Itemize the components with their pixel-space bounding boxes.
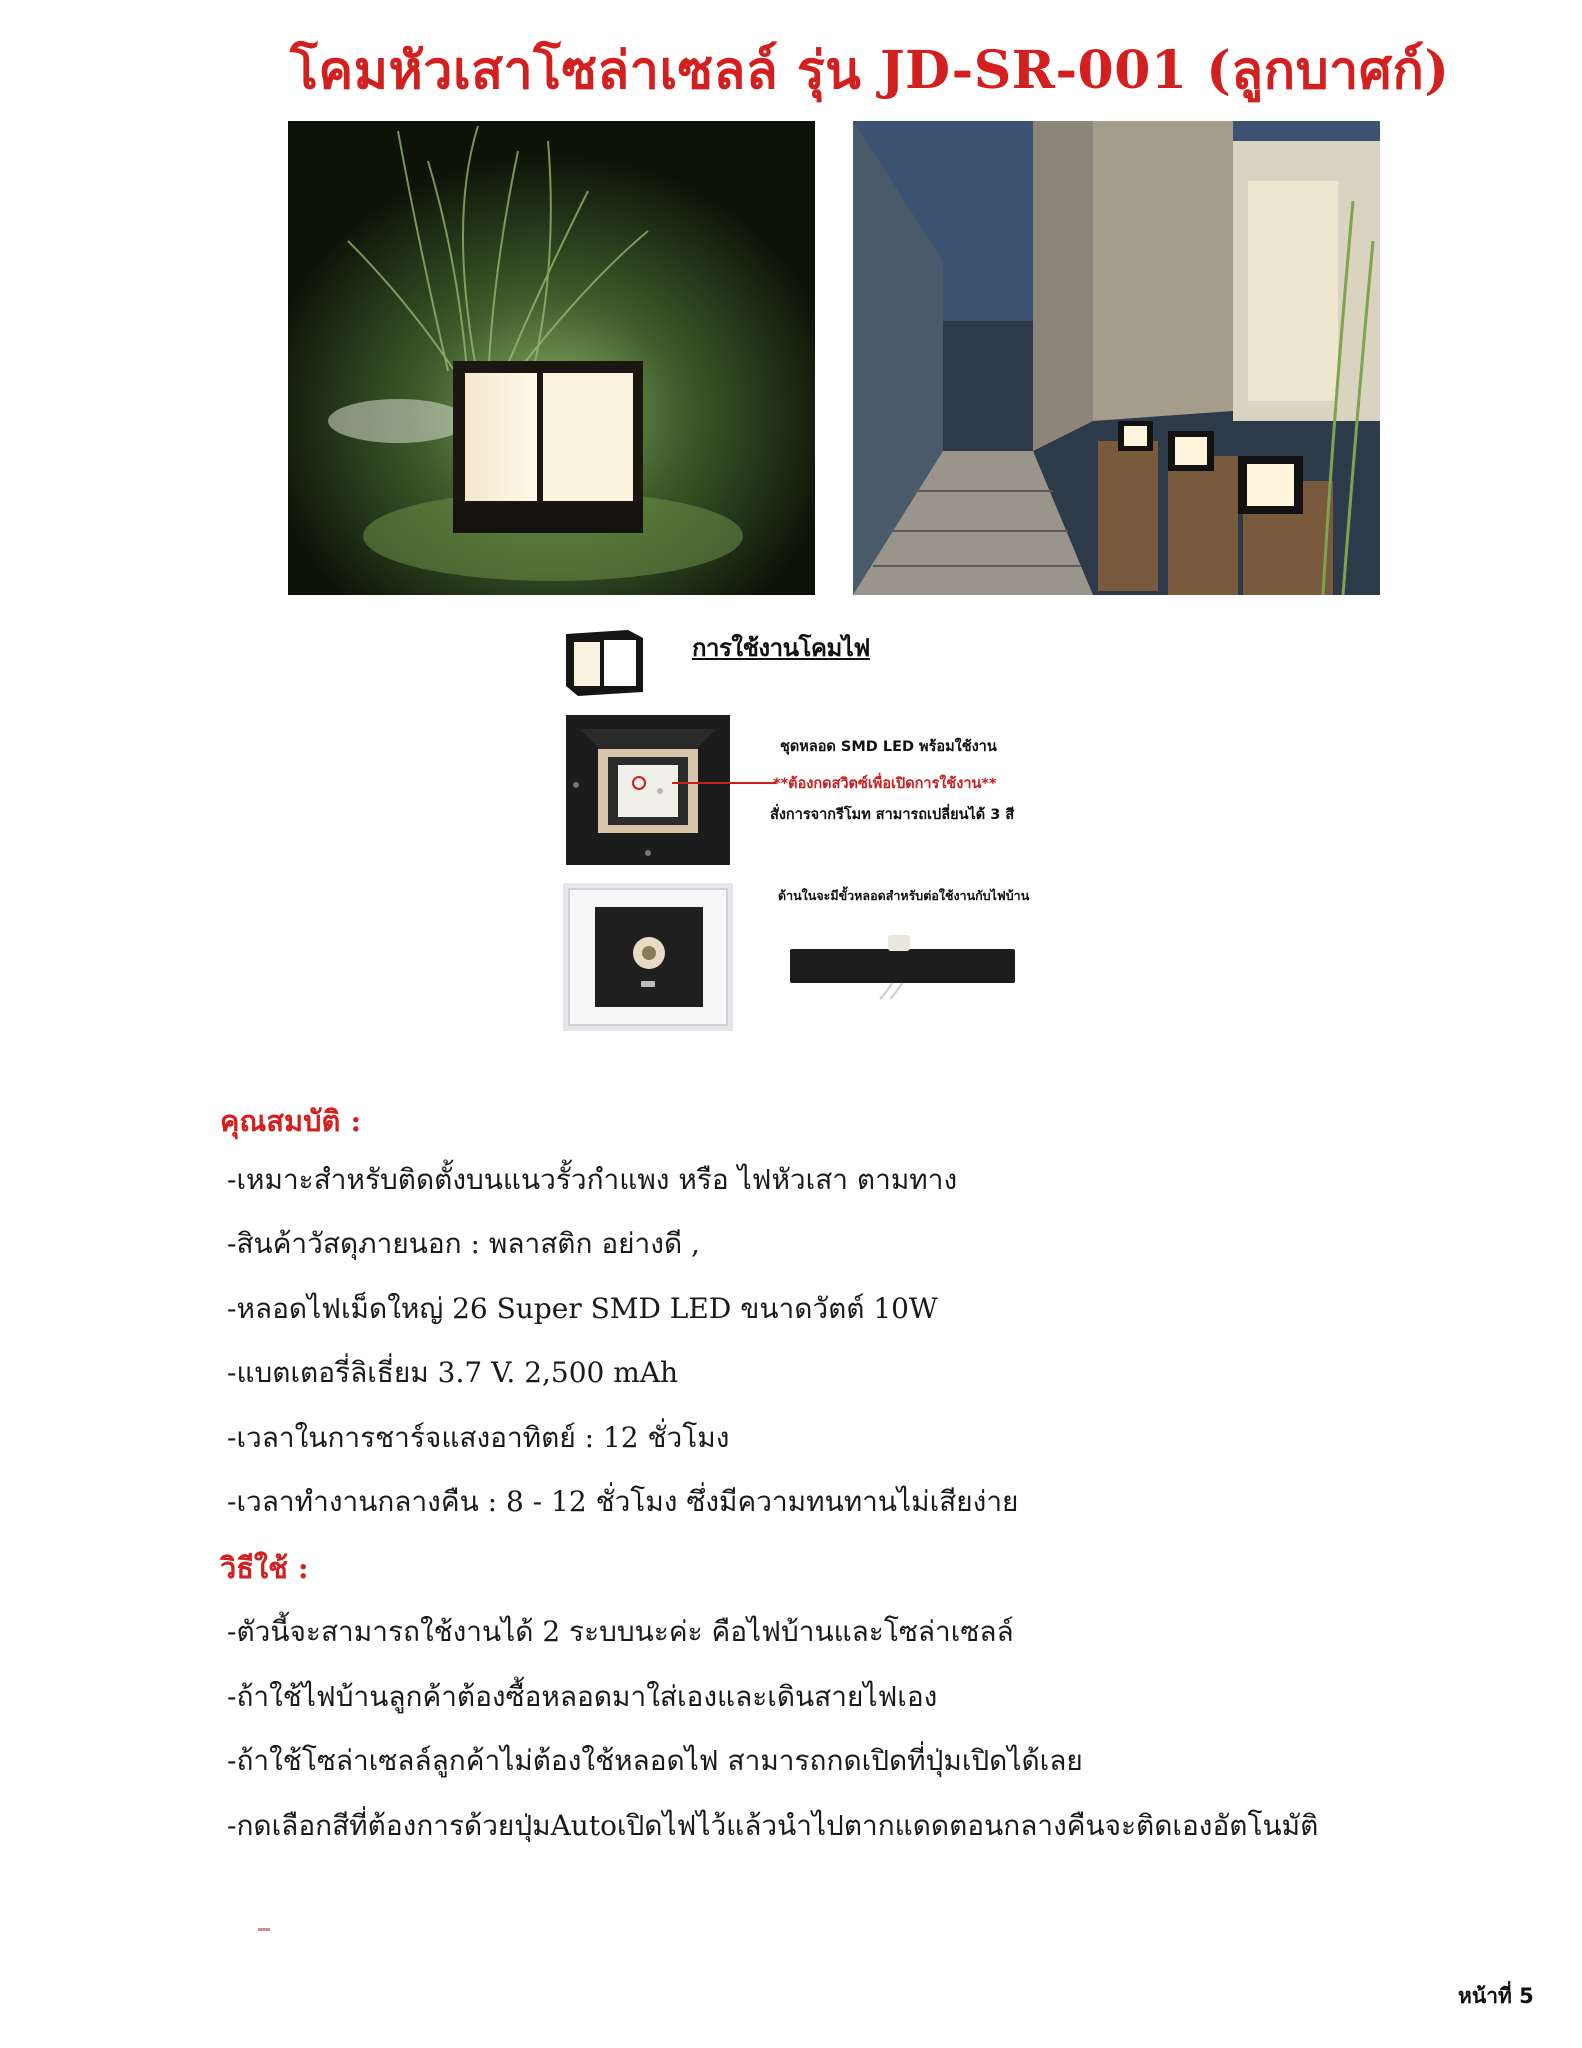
property-item: -สินค้าวัสดุภายนอก : พลาสติก อย่างดี , xyxy=(227,1227,700,1260)
lamp-base-image xyxy=(790,935,1015,1001)
garden-lamp-photo xyxy=(288,121,815,595)
property-item: -เหมาะสำหรับติดตั้งบนแนวรั้วกำแพง หรือ ไฟหัวเสา ตามทาง xyxy=(227,1163,958,1196)
page-title: โคมหัวเสาโซล่าเซลล์ รุ่น JD-SR-001 (ลูกบาศก์) xyxy=(290,40,1450,101)
property-item: -หลอดไฟเม็ดใหญ่ 26 Super SMD LED ขนาดวัตต์ 10W xyxy=(227,1292,938,1325)
walkway-lamps-photo xyxy=(853,121,1380,595)
instruction-item: -ตัวนี้จะสามารถใช้งานได้ 2 ระบบนะค่ะ คือไฟบ้านและโซล่าเซลล์ xyxy=(227,1615,1014,1648)
socket-annotation: ด้านในจะมีขั้วหลอดสำหรับต่อใช้งานกับไฟบ้าน xyxy=(778,888,1030,903)
pointer-line xyxy=(672,782,776,784)
page-number: หน้าที่ 5 xyxy=(1458,1984,1534,2008)
property-item: -เวลาทำงานกลางคืน : 8 - 12 ชั่วโมง ซึ่งมีความทนทานไม่เสียง่าย xyxy=(227,1485,1019,1518)
property-item: -เวลาในการชาร์จแสงอาทิตย์ : 12 ชั่วโมง xyxy=(227,1421,730,1454)
led-set-annotation: ชุดหลอด SMD LED พร้อมใช้งาน xyxy=(780,739,997,755)
properties-heading: คุณสมบัติ : xyxy=(220,1104,362,1138)
property-item: -แบตเตอรี่ลิเธี่ยม 3.7 V. 2,500 mAh xyxy=(227,1356,679,1389)
led-panel-image xyxy=(566,715,730,865)
lamp-thumbnail xyxy=(566,624,643,696)
socket-interior-image xyxy=(563,883,733,1031)
instruction-item: -ถ้าใช้โซล่าเซลล์ลูกค้าไม่ต้องใช้หลอดไฟ สามารถกดเปิดที่ปุ่มเปิดได้เลย xyxy=(227,1744,1083,1777)
usage-heading: การใช้งานโคมไฟ xyxy=(692,634,870,662)
instruction-item: -กดเลือกสีที่ต้องการด้วยปุ่มAutoเปิดไฟไว้แล้วนำไปตากแดดตอนกลางคืนจะติดเองอัตโนมัติ xyxy=(227,1809,1319,1842)
instruction-item: -ถ้าใช้ไฟบ้านลูกค้าต้องซื้อหลอดมาใส่เองและเดินสายไฟเอง xyxy=(227,1680,938,1713)
remote-annotation: สั่งการจากรีโมท สามารถเปลี่ยนได้ 3 สี xyxy=(770,807,1015,823)
scan-mark xyxy=(258,1928,270,1931)
switch-annotation: **ต้องกดสวิตซ์เพื่อเปิดการใช้งาน** xyxy=(773,776,997,792)
instructions-heading: วิธีใช้ : xyxy=(220,1551,309,1585)
